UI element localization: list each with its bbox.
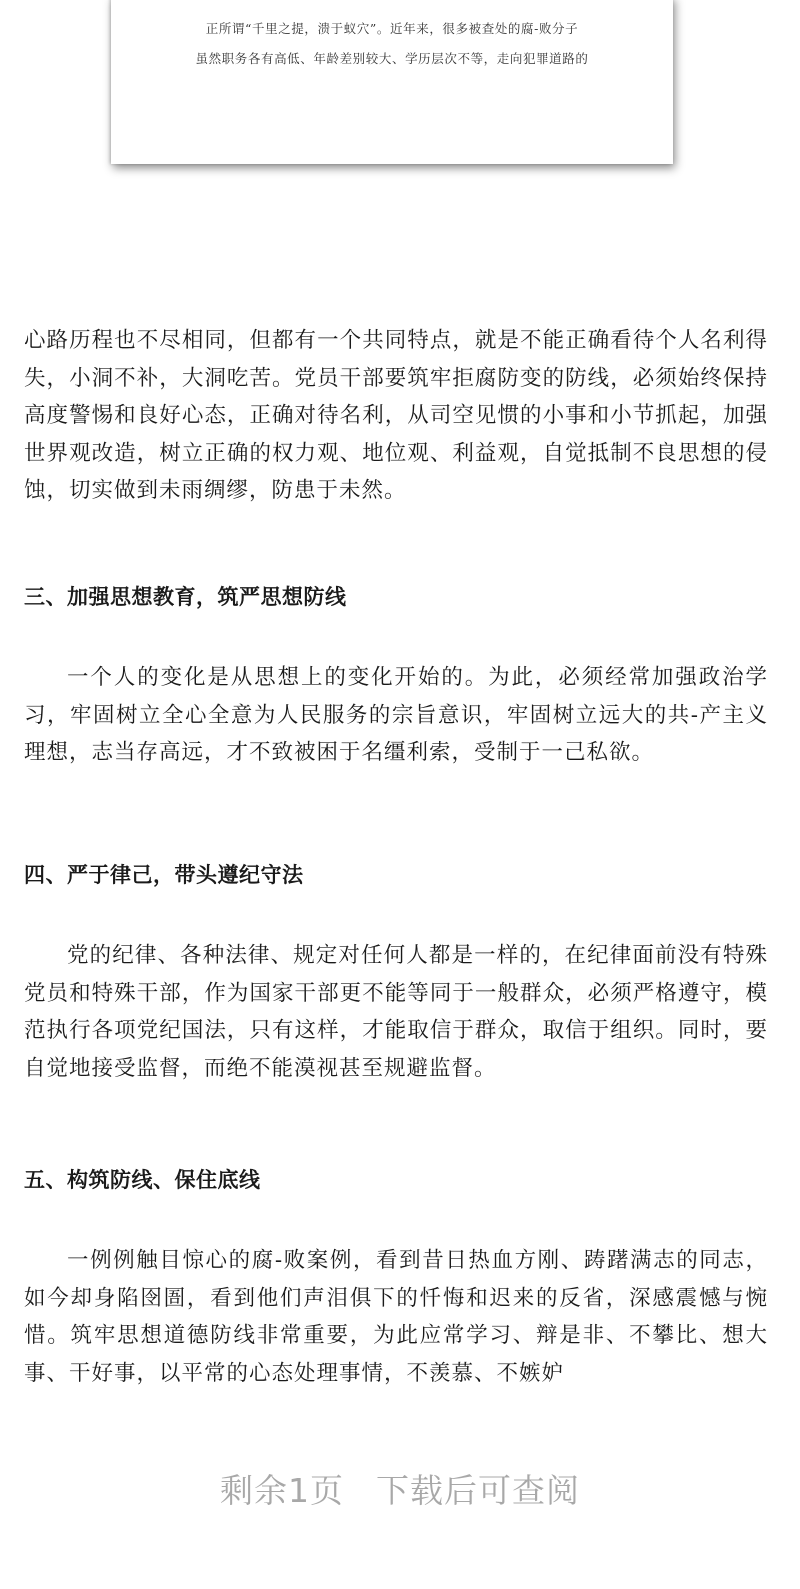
preview-text-line: 虽然职务各有高低、年龄差别较大、学历层次不等，走向犯罪道路的 xyxy=(195,51,589,66)
body-paragraph: 心路历程也不尽相同，但都有一个共同特点，就是不能正确看待个人名利得失，小洞不补，大洞吃苦。党员干部要筑牢拒腐防变的防线，必须始终保持高度警惕和良好心态，正确对待名利，从司空见惯的小事和小节抓起，加强世界观改造，树立正确的权力观、地位观、利益观，自觉抵制不良思想的侵蚀，切实做到未雨绸缪，防患于未然。 xyxy=(24,328,768,503)
body-paragraph: 党的纪律、各种法律、规定对任何人都是一样的，在纪律面前没有特殊党员和特殊干部，作为国家干部更不能等同于一般群众，必须严格遵守，模范执行各项党纪国法，只有这样，才能取信于群众，取信于组织。同时，要自觉地接受监督，而绝不能漠视甚至规避监督。 xyxy=(24,943,768,1081)
remaining-pages-label: 剩余1页 xyxy=(220,1471,344,1510)
preview-text-line: 正所谓“千里之提，溃于蚁穴”。近年来，很多被查处的腐-败分子 xyxy=(205,21,579,36)
section-heading: 四、严于律己，带头遵纪守法 xyxy=(24,863,304,887)
section-heading: 五、构筑防线、保住底线 xyxy=(24,1168,261,1192)
body-paragraph: 一例例触目惊心的腐-败案例，看到昔日热血方刚、踌躇满志的同志，如今却身陷囹圄，看到他们声泪俱下的忏悔和迟来的反省，深感震憾与惋惜。筑牢思想道德防线非常重要，为此应常学习、辩是非、不攀比、想大事、干好事，以平常的心态处理事情，不羡慕、不嫉妒 xyxy=(24,1248,768,1386)
download-to-view-label: 下载后可查阅 xyxy=(376,1471,580,1510)
page-preview-card xyxy=(111,0,673,164)
section-heading: 三、加强思想教育，筑严思想防线 xyxy=(24,585,347,609)
body-paragraph: 一个人的变化是从思想上的变化开始的。为此，必须经常加强政治学习，牢固树立全心全意为人民服务的宗旨意识，牢固树立远大的共-产主义理想，志当存高远，才不致被困于名缰利索，受制于一己私欲。 xyxy=(24,665,768,765)
download-prompt-banner[interactable] xyxy=(0,1465,800,1512)
